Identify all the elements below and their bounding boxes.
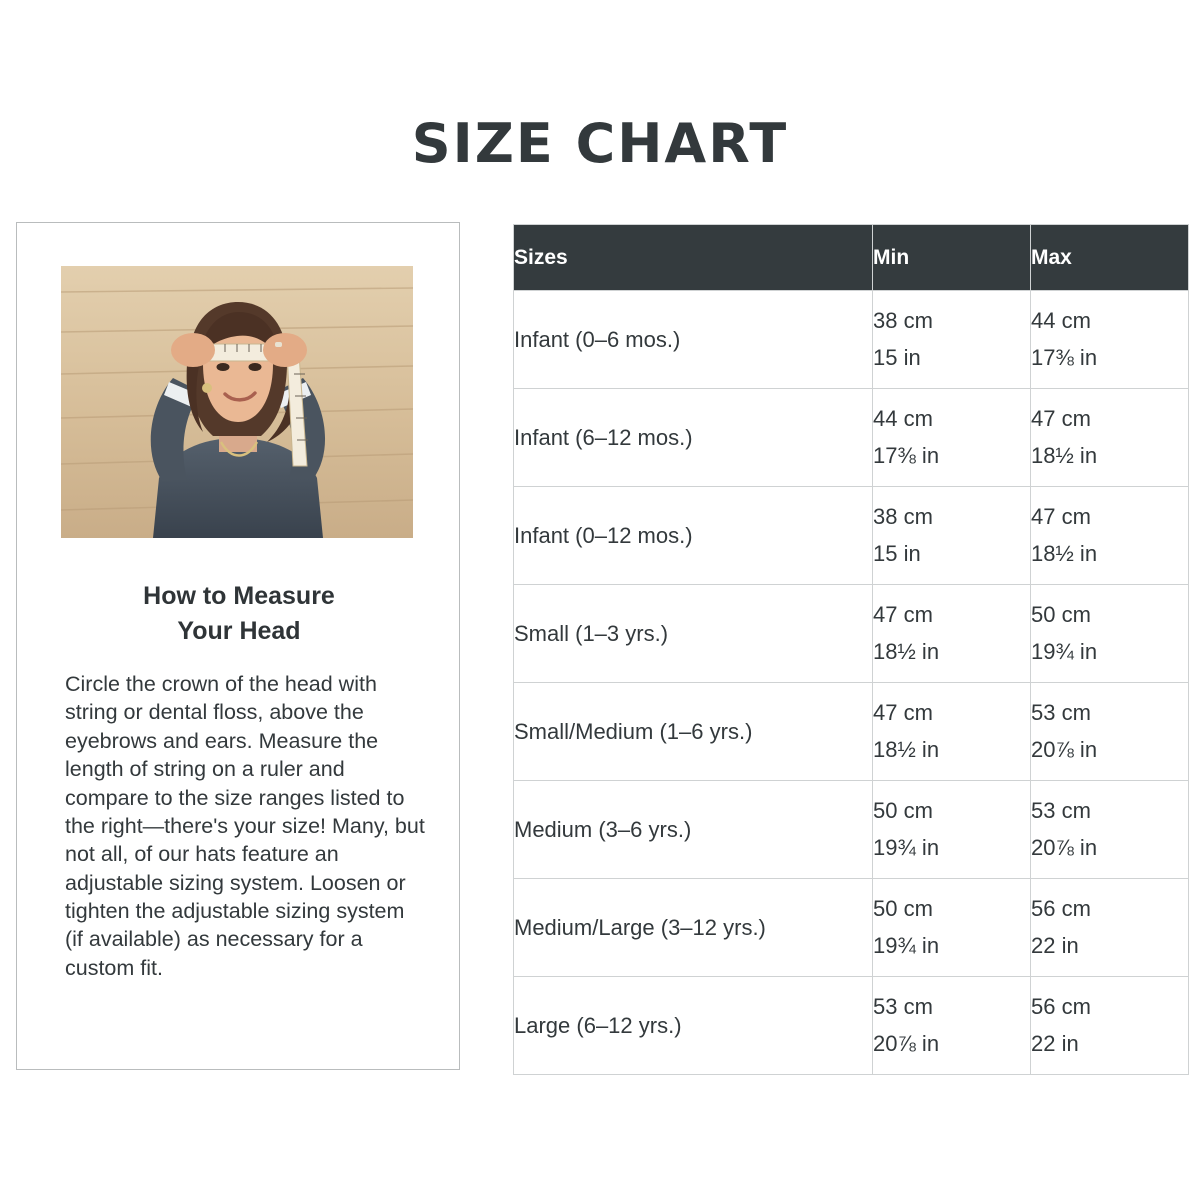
table-row [514,291,1189,389]
table-header-row [514,225,1189,291]
table-row [514,683,1189,781]
cell-max-in: 22 in [1031,932,1079,958]
cell-size: Large (6–12 yrs.) [514,977,873,1075]
woman-measuring-head-photo [61,266,413,538]
cell-size: Infant (0–12 mos.) [514,487,873,585]
cell-max [1031,585,1189,683]
cell-min [873,683,1031,781]
cell-max-cm: 47 cm [1031,504,1091,530]
cell-max-in: 22 in [1031,1030,1079,1056]
cell-size: Small/Medium (1–6 yrs.) [514,683,873,781]
cell-size: Infant (6–12 mos.) [514,389,873,487]
how-to-measure-heading-line1: How to Measure [143,582,335,610]
cell-max [1031,683,1189,781]
cell-min-cm: 53 cm [873,994,933,1020]
cell-max-cm: 50 cm [1031,602,1091,628]
cell-max-cm: 44 cm [1031,308,1091,334]
cell-min-cm: 50 cm [873,896,933,922]
cell-max-in: 19¾ in [1031,638,1098,664]
cell-min-cm: 47 cm [873,700,933,726]
cell-min-in: 18½ in [873,638,940,664]
cell-min-cm: 38 cm [873,308,933,334]
cell-min-cm: 50 cm [873,798,933,824]
size-table-head [514,225,1189,291]
cell-max-in: 20⅞ in [1031,834,1098,860]
table-row [514,389,1189,487]
cell-max [1031,291,1189,389]
cell-min-cm: 47 cm [873,602,933,628]
header-sizes: Sizes [514,225,873,291]
cell-max-cm: 53 cm [1031,700,1091,726]
cell-size: Small (1–3 yrs.) [514,585,873,683]
table-row [514,487,1189,585]
how-to-measure-body-text: Circle the crown of the head with string or dental floss, above the eyebrows and ears. Measure the length of string on a ruler and compare to the size ranges listed to the right—there's your size! Many, but not all, of our hats feature an adjustable sizing system. Loosen or tighten the adjustable sizing system (if available) as necessary for a custom fit. [65,672,425,980]
cell-max-in: 20⅞ in [1031,736,1098,762]
cell-max-in: 18½ in [1031,540,1098,566]
cell-min-in: 19¾ in [873,834,940,860]
cell-min-in: 15 in [873,540,921,566]
cell-size: Medium/Large (3–12 yrs.) [514,879,873,977]
cell-max [1031,781,1189,879]
cell-min [873,879,1031,977]
cell-max-in: 17⅜ in [1031,344,1098,370]
cell-min [873,585,1031,683]
cell-size: Medium (3–6 yrs.) [514,781,873,879]
size-table-body [514,291,1189,1075]
cell-size: Infant (0–6 mos.) [514,291,873,389]
cell-max [1031,487,1189,585]
cell-min [873,487,1031,585]
cell-max [1031,389,1189,487]
cell-min [873,977,1031,1075]
cell-max [1031,879,1189,977]
cell-min-cm: 44 cm [873,406,933,432]
table-row [514,977,1189,1075]
table-row [514,879,1189,977]
cell-max-cm: 56 cm [1031,994,1091,1020]
table-row [514,585,1189,683]
how-to-measure-card [16,222,460,1070]
cell-max-cm: 53 cm [1031,798,1091,824]
header-max: Max [1031,225,1189,291]
table-row [514,781,1189,879]
cell-min-in: 15 in [873,344,921,370]
cell-min-in: 19¾ in [873,932,940,958]
cell-min [873,781,1031,879]
cell-min-in: 18½ in [873,736,940,762]
size-table [513,224,1189,1075]
header-min: Min [873,225,1031,291]
cell-max-cm: 56 cm [1031,896,1091,922]
cell-min-in: 20⅞ in [873,1030,940,1056]
cell-min-in: 17⅜ in [873,442,940,468]
cell-min-cm: 38 cm [873,504,933,530]
size-table-wrapper [513,224,1185,1075]
cell-max-cm: 47 cm [1031,406,1091,432]
how-to-measure-body [65,670,425,982]
how-to-measure-heading [47,579,431,648]
how-to-measure-heading-line2: Your Head [177,616,301,645]
cell-max-in: 18½ in [1031,442,1098,468]
cell-min [873,389,1031,487]
page-title: SIZE CHART [411,112,789,175]
cell-max [1031,977,1189,1075]
cell-min [873,291,1031,389]
